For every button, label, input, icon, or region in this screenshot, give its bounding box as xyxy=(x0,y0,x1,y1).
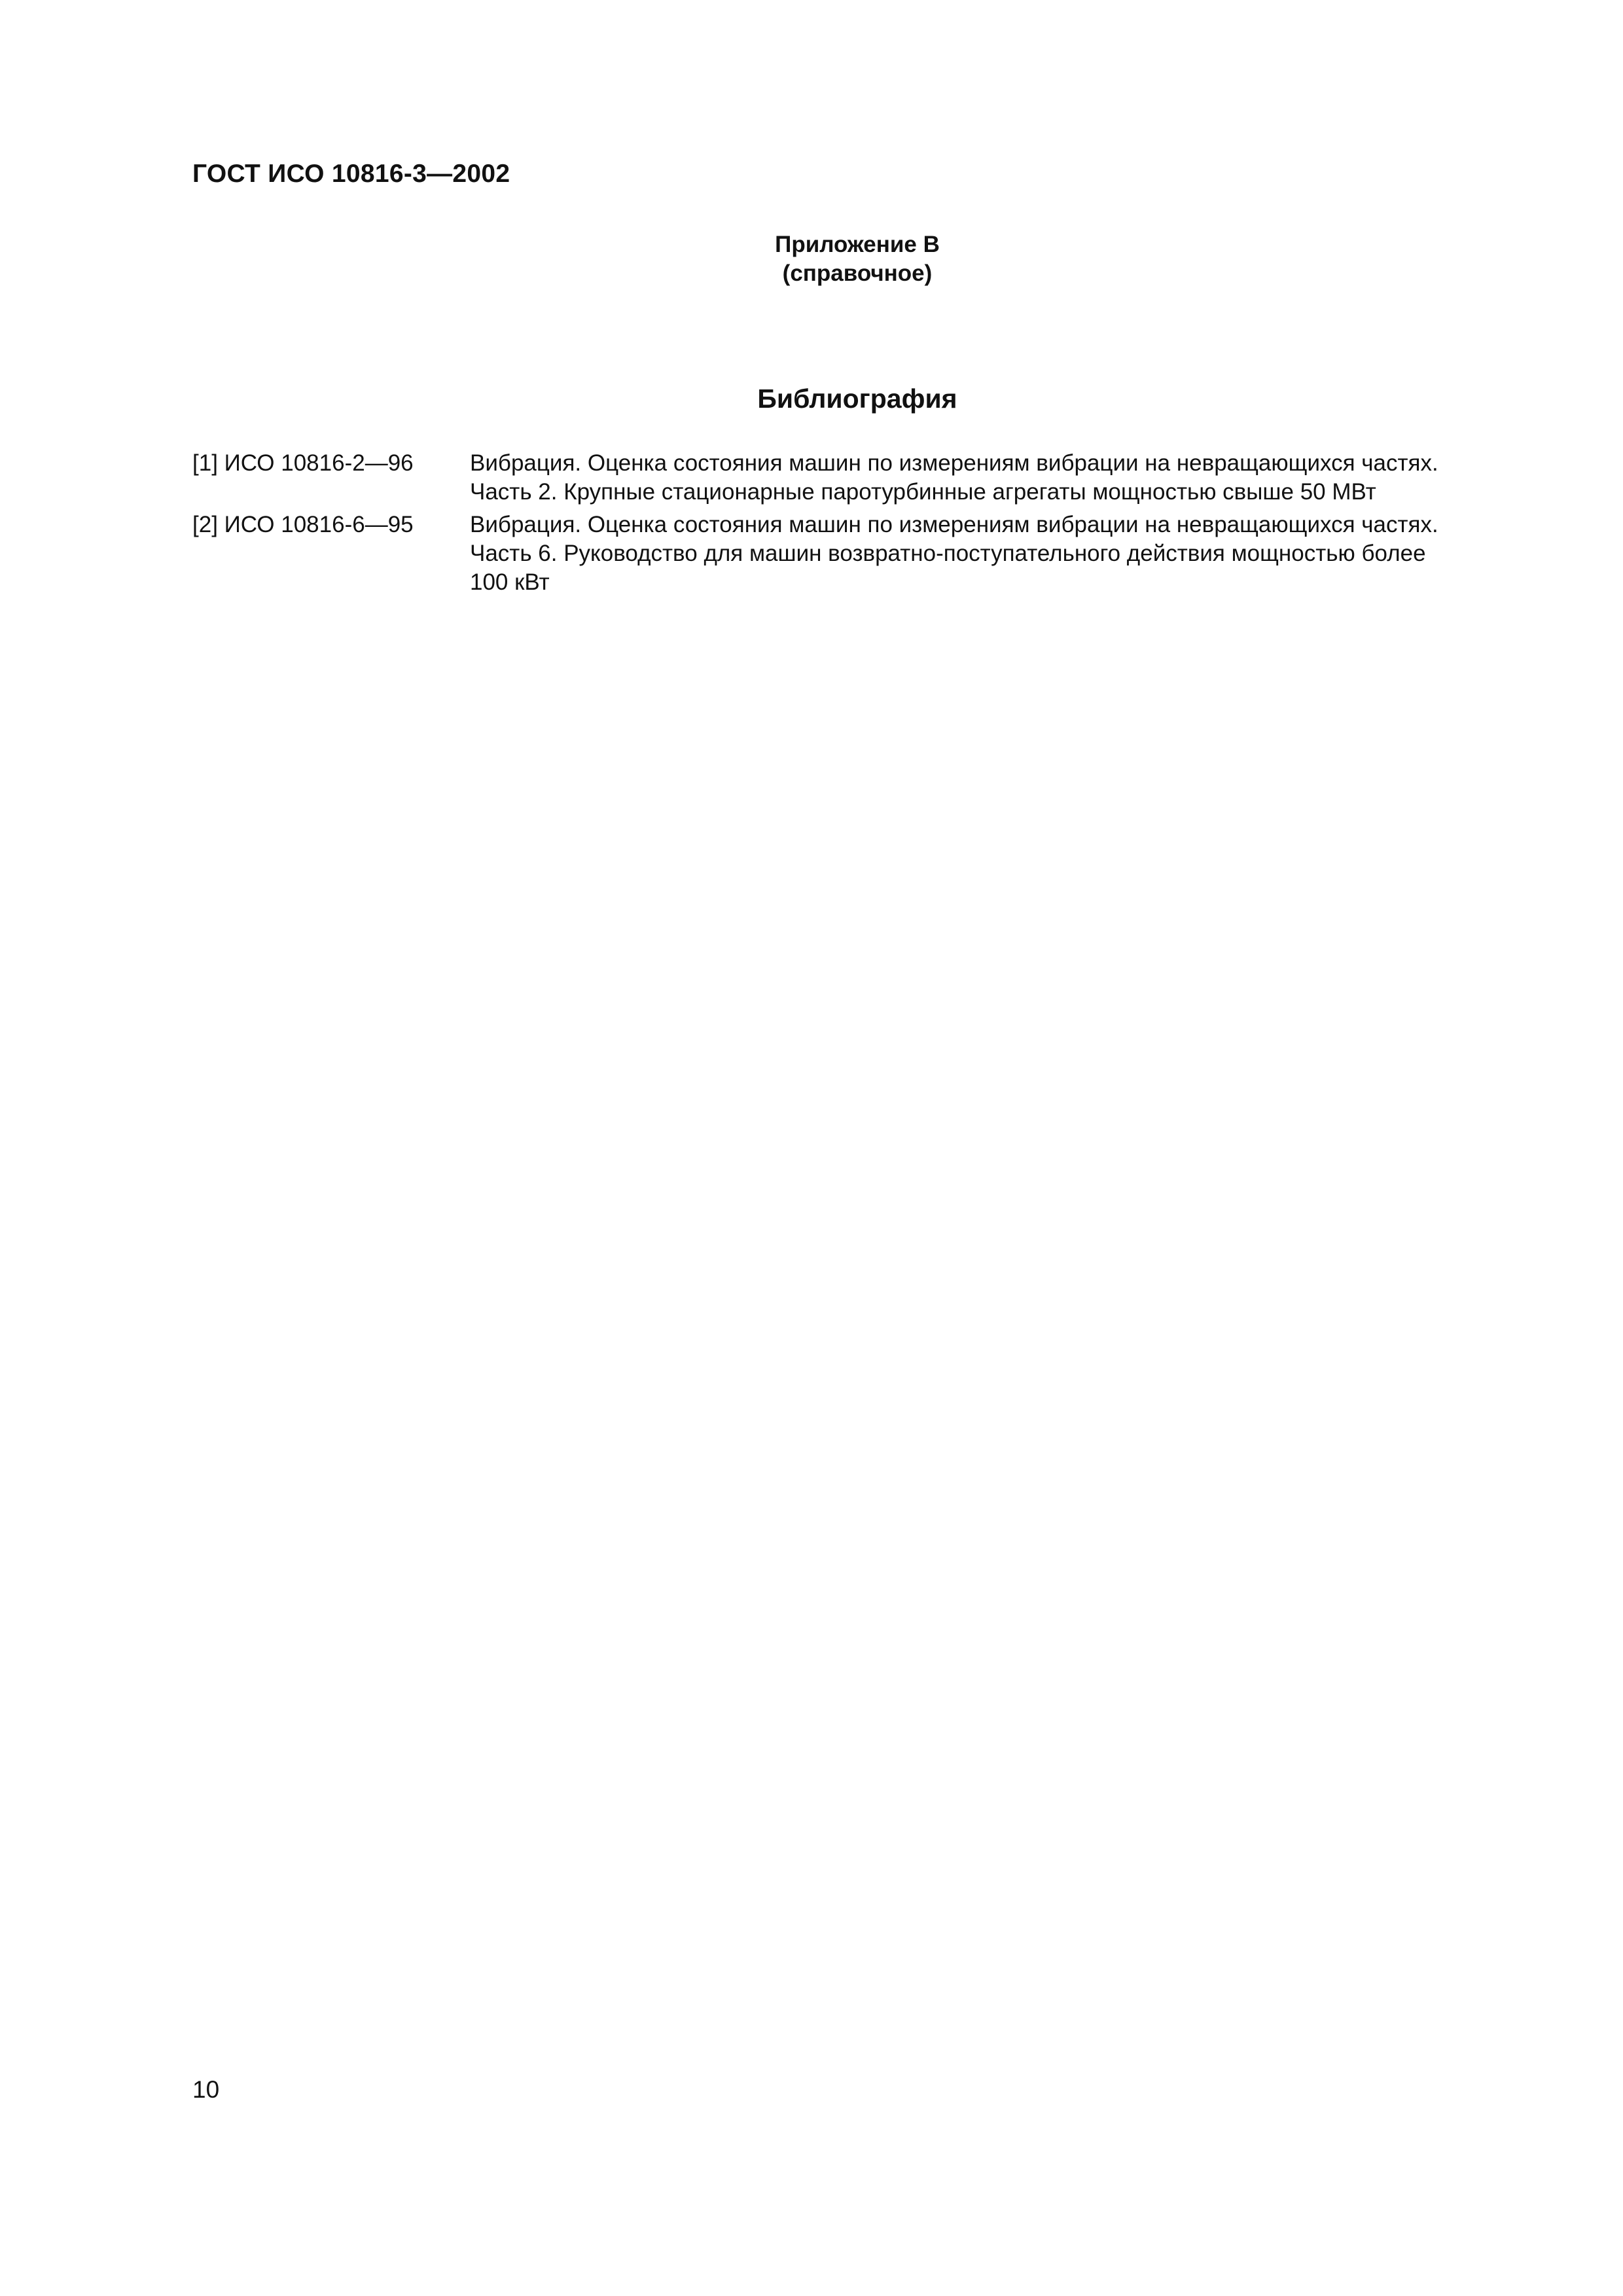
annex-kind: (справочное) xyxy=(782,260,933,286)
reference-label: [1] ИСО 10816-2—96 xyxy=(192,450,414,476)
bibliography-list xyxy=(192,449,1512,601)
reference-text-line: Вибрация. Оценка состояния машин по измерениям вибрации на невращающихся частях. xyxy=(470,450,1438,476)
reference-label: [2] ИСО 10816-6—95 xyxy=(192,512,414,537)
reference-text xyxy=(470,449,1512,507)
reference-text-line: Вибрация. Оценка состояния машин по измерениям вибрации на невращающихся частях. xyxy=(470,512,1438,537)
bibliography-item xyxy=(192,449,1512,507)
reference-text-line: 100 кВт xyxy=(470,569,550,595)
reference-text-line: Часть 6. Руководство для машин возвратно-поступательного действия мощностью более xyxy=(470,541,1426,566)
annex-title: Приложение В xyxy=(775,232,940,257)
document-code: ГОСТ ИСО 10816-3—2002 xyxy=(192,160,510,188)
reference-text xyxy=(470,511,1512,597)
page-number: 10 xyxy=(192,2076,220,2103)
reference-text-line: Часть 2. Крупные стационарные паротурбинные агрегаты мощностью свыше 50 МВт xyxy=(470,479,1376,505)
bibliography-heading: Библиография xyxy=(757,384,957,414)
bibliography-item xyxy=(192,511,1512,597)
